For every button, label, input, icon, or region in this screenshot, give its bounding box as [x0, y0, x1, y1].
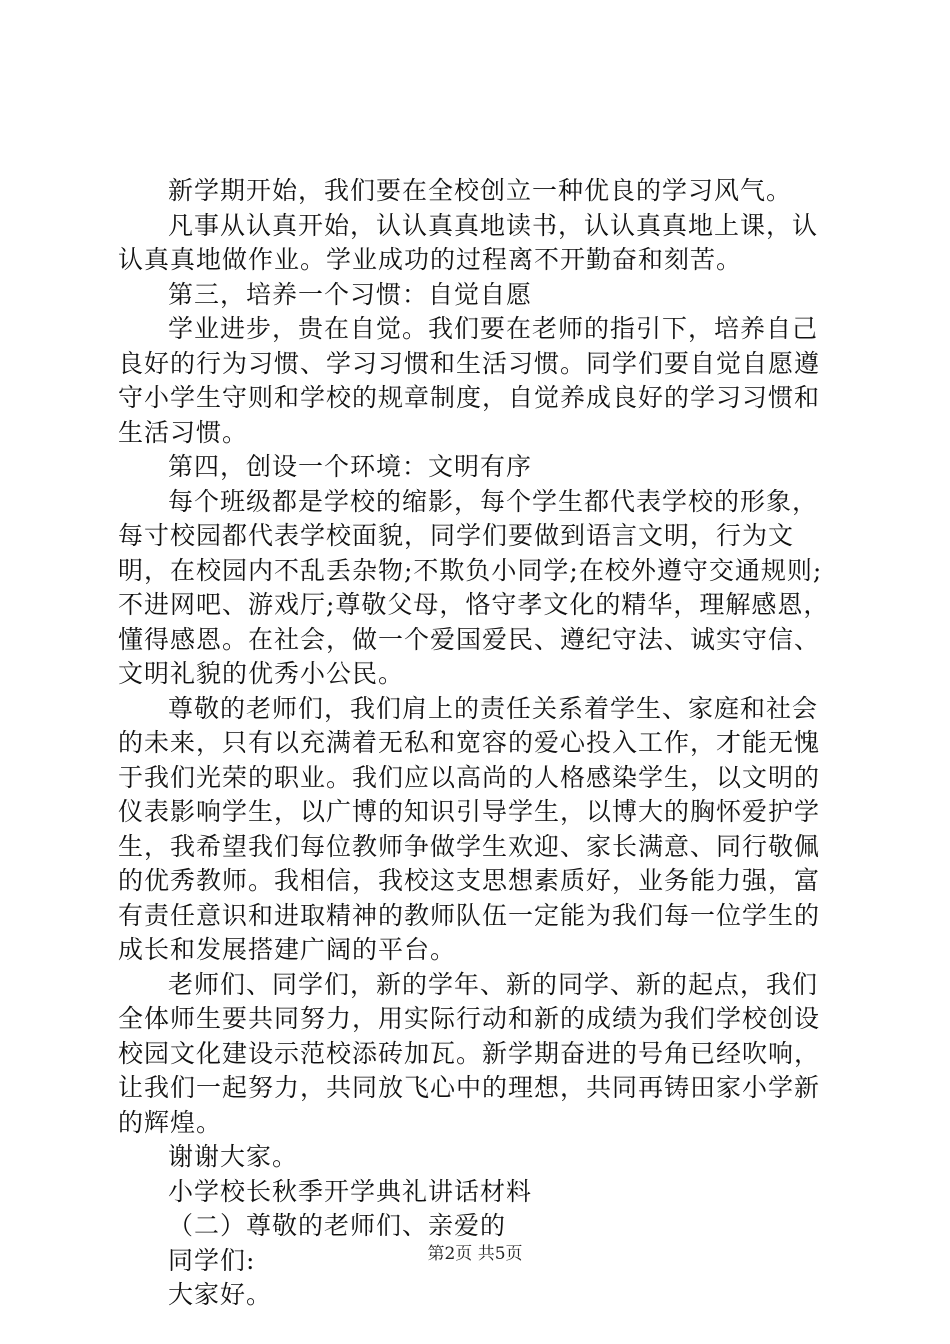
document-title: 小学校长秋季开学典礼讲话材料 — [168, 1176, 533, 1206]
section-heading: 第三，培养一个习惯：自觉自愿 — [168, 279, 533, 309]
paragraph: 老师们、同学们，新的学年、新的同学、新的起点，我们全体师生要共同努力，用实际行动和新的成绩为我们学校创设校园文化建设示范校添砖加瓦。新学期奋进的号角已经吹响，让我们一起努力，共同放飞心中的理想，共同再铸田家小学新的辉煌。 — [118, 969, 821, 1137]
paragraph: 尊敬的老师们，我们肩上的责任关系着学生、家庭和社会的未来，只有以充满着无私和宽容的爱心投入工作，才能无愧于我们光荣的职业。我们应以高尚的人格感染学生，以文明的仪表影响学生，以广博的知识引导学生，以博大的胸怀爱护学生，我希望我们每位教师争做学生欢迎、家长满意、同行敬佩的优秀教师。我相信，我校这支思想素质好，业务能力强，富有责任意识和进取精神的教师队伍一定能为我们每一位学生的成长和发展搭建广阔的平台。 — [118, 693, 821, 964]
document-body — [118, 174, 842, 1313]
paragraph: 每个班级都是学校的缩影，每个学生都代表学校的形象，每寸校园都代表学校面貌，同学们要做到语言文明，行为文明，在校园内不乱丢杂物;不欺负小同学;在校外遵守交通规则;不进网吧、游戏厅;尊敬父母，恪守孝文化的精华，理解感恩，懂得感恩。在社会，做一个爱国爱民、遵纪守法、诚实守信、文明礼貌的优秀小公民。 — [118, 486, 830, 688]
salutation: 同学们: — [168, 1245, 256, 1275]
paragraph: 凡事从认真开始，认认真真地读书，认认真真地上课，认认真真地做作业。学业成功的过程离不开勤奋和刻苦。 — [118, 210, 819, 274]
paragraph: 新学期开始，我们要在全校创立一种优良的学习风气。 — [168, 176, 793, 205]
greeting: 大家好。 — [168, 1280, 273, 1309]
paragraph: 学业进步，贵在自觉。我们要在老师的指引下，培养自己良好的行为习惯、学习习惯和生活习惯。同学们要自觉自愿遵守小学生守则和学校的规章制度，自觉养成良好的学习习惯和生活习惯。 — [118, 314, 821, 447]
salutation: （二）尊敬的老师们、亲爱的 — [168, 1211, 507, 1240]
closing-line: 谢谢大家。 — [168, 1142, 299, 1171]
page-footer: 第2页 共5页 — [427, 1244, 523, 1264]
section-heading: 第四，创设一个环境：文明有序 — [168, 452, 533, 481]
